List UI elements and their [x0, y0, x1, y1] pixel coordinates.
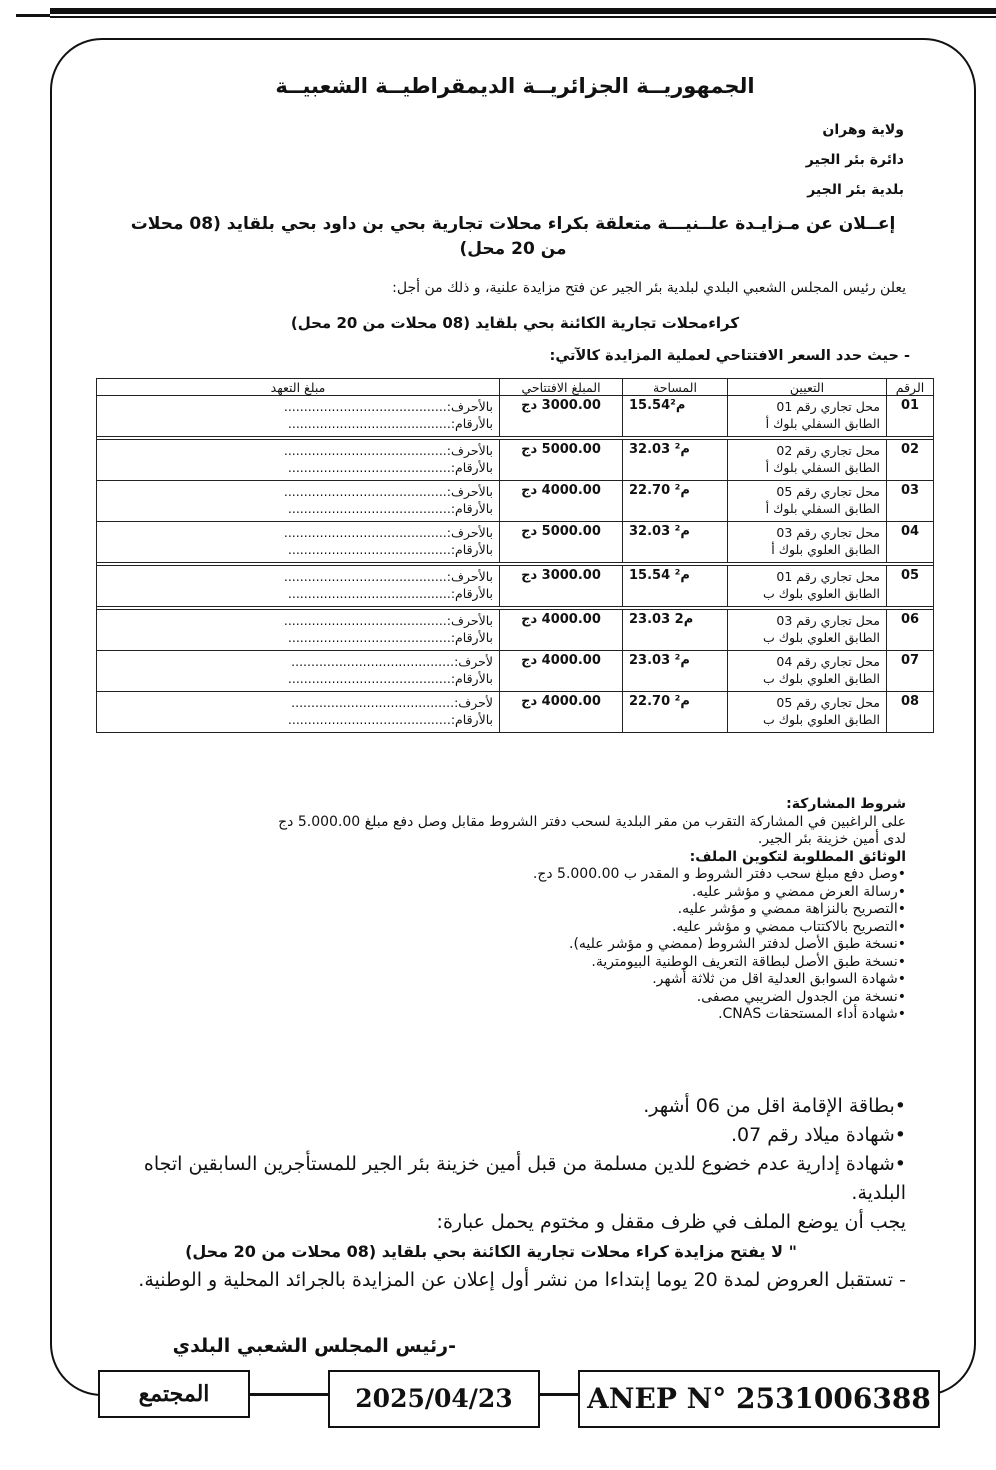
- lot-designation-shop: محل تجاري رقم 03: [776, 525, 880, 540]
- document-item: •رسالة العرض ممضي و مؤشر عليه.: [691, 883, 906, 900]
- pledge-in-digits-blank: .........................................: [287, 501, 451, 516]
- footer-connector-right: [540, 1393, 578, 1395]
- lot-designation: [728, 396, 887, 437]
- pledge-in-words-label: لأحرف:: [454, 695, 493, 710]
- lot-pledge-amount: [97, 566, 500, 607]
- lot-designation-shop: محل تجاري رقم 01: [776, 399, 880, 414]
- table-header-row: [97, 379, 934, 396]
- lot-pledge-amount: [97, 396, 500, 437]
- lot-designation-floor: الطابق العلوي بلوك ب: [762, 712, 880, 727]
- document-item: •نسخة طبق الأصل لبطاقة التعريف الوطنية البيومترية.: [591, 953, 906, 970]
- document-item: •شهادة أداء المستحقات CNAS.: [718, 1006, 906, 1022]
- lot-designation: [728, 610, 887, 651]
- lot-designation-floor: الطابق السفلي بلوك أ: [765, 416, 880, 431]
- table-row: [97, 566, 934, 607]
- commune-label: بلدية بئر الجير: [807, 182, 904, 198]
- lot-number: 05: [887, 566, 934, 607]
- pledge-in-words-blank: .........................................: [283, 569, 447, 584]
- lot-designation-shop: محل تجاري رقم 01: [776, 569, 880, 584]
- pledge-in-words-blank: .........................................: [283, 443, 447, 458]
- lot-pledge-amount: [97, 440, 500, 481]
- pledge-in-words-blank: .........................................: [283, 613, 447, 628]
- document-item: •التصريح بالنزاهة ممضي و مؤشر عليه.: [677, 901, 906, 917]
- lot-area: 15.54 م²: [623, 566, 728, 607]
- pledge-in-digits-blank: .........................................: [287, 712, 451, 727]
- wilaya-label: ولاية وهران: [822, 122, 904, 138]
- pledge-in-words-label: بالأحرف:: [446, 525, 493, 540]
- pledge-in-digits-label: بالأرقام:: [450, 542, 493, 557]
- col-header-pledge: مبلغ التعهد: [97, 379, 500, 396]
- lot-opening-price: 5000.00 دج: [500, 522, 623, 563]
- mayor-signature: -رئيس المجلس الشعبي البلدي: [172, 1335, 456, 1357]
- conditions-text-2: لدى أمين خزينة بئر الجير.: [757, 831, 906, 847]
- lot-number: 02: [887, 440, 934, 481]
- lot-pledge-amount: [97, 522, 500, 563]
- anep-number: ANEP N° 2531006388: [578, 1370, 940, 1428]
- envelope-instruction: يجب أن يوضع الملف في ظرف مقفل و مختوم يحمل عبارة:: [436, 1211, 906, 1233]
- pledge-in-words-blank: .........................................: [291, 654, 455, 669]
- top-rule-thin: [50, 16, 996, 18]
- lot-area: 32.03 م²: [623, 440, 728, 481]
- pledge-in-digits-blank: .........................................: [287, 416, 451, 431]
- lot-opening-price: 4000.00 دج: [500, 692, 623, 733]
- lot-opening-price: 4000.00 دج: [500, 610, 623, 651]
- pledge-in-digits-blank: .........................................: [287, 542, 451, 557]
- conditions-heading: شروط المشاركة:: [786, 796, 906, 812]
- pledge-in-words-label: لأحرف:: [454, 654, 493, 669]
- lot-area: 22.70 م²: [623, 481, 728, 522]
- lot-pledge-amount: [97, 481, 500, 522]
- pledge-in-digits-label: بالأرقام:: [450, 416, 493, 431]
- document-item: •التصريح بالاكتتاب ممضي و مؤشر عليه.: [672, 918, 906, 935]
- debt-certificate-item: •شهادة إدارية عدم خضوع للدين مسلمة من قبل أمين خزينة بئر الجير للمستأجرين السابقين اتجاه البلدية.: [143, 1153, 906, 1204]
- residence-card-item: •بطاقة الإقامة اقل من 06 أشهر.: [643, 1095, 906, 1117]
- top-corner-mark: [16, 0, 50, 17]
- lot-number: 07: [887, 651, 934, 692]
- table-row: [97, 481, 934, 522]
- table-row: [97, 396, 934, 437]
- lot-area: 22.70 م²: [623, 692, 728, 733]
- col-header-area: المساحة: [623, 379, 728, 396]
- lot-designation: [728, 440, 887, 481]
- table-row: [97, 522, 934, 563]
- document-item: •نسخة طبق الأصل لدفتر الشروط (ممضي و مؤشر عليه).: [569, 936, 906, 952]
- lot-area: 23.03 م²: [623, 651, 728, 692]
- announcement-heading: [118, 212, 908, 262]
- pledge-in-digits-blank: .........................................: [287, 630, 451, 645]
- publication-date: 2025/04/23: [328, 1370, 540, 1428]
- lot-designation-shop: محل تجاري رقم 02: [776, 443, 880, 458]
- lot-designation: [728, 651, 887, 692]
- pledge-in-digits-label: بالأرقام:: [450, 460, 493, 475]
- newspaper-logo: المجتمع: [98, 1370, 250, 1418]
- lot-opening-price: 3000.00 دج: [500, 396, 623, 437]
- lot-number: 06: [887, 610, 934, 651]
- lot-designation: [728, 692, 887, 733]
- table-row: [97, 651, 934, 692]
- conditions-text-1: على الراغبين في المشاركة التقرب من مقر البلدية لسحب دفتر الشروط مقابل وصل دفع مبلغ 5.000.00 دج: [278, 813, 906, 830]
- top-rule-thick: [50, 8, 996, 14]
- additional-documents: [106, 1092, 906, 1295]
- pledge-in-digits-label: بالأرقام:: [450, 501, 493, 516]
- lot-designation: [728, 566, 887, 607]
- pledge-in-digits-label: بالأرقام:: [450, 712, 493, 727]
- lot-number: 04: [887, 522, 934, 563]
- pledge-in-words-blank: .........................................: [283, 399, 447, 414]
- pledge-in-words-label: بالأحرف:: [446, 443, 493, 458]
- pledge-in-words-blank: .........................................: [291, 695, 455, 710]
- col-header-num: الرقم: [887, 379, 934, 396]
- pledge-in-digits-blank: .........................................: [287, 671, 451, 686]
- col-header-designation: التعيين: [728, 379, 887, 396]
- lot-number: 03: [887, 481, 934, 522]
- pledge-in-words-blank: .........................................: [283, 525, 447, 540]
- lot-pledge-amount: [97, 610, 500, 651]
- pledge-in-digits-blank: .........................................: [287, 460, 451, 475]
- pledge-in-digits-label: بالأرقام:: [450, 671, 493, 686]
- announcement-object: كراءمحلات تجارية الكائنة بحي بلقايد (08 محلات من 20 محل): [290, 314, 740, 332]
- document-item: •شهادة السوابق العدلية اقل من ثلاثة أشهر.: [652, 971, 906, 987]
- footer-connector-left: [250, 1393, 328, 1395]
- lot-designation-floor: الطابق العلوي بلوك ب: [762, 630, 880, 645]
- lot-area: 23.03 م2: [623, 610, 728, 651]
- table-row: [97, 440, 934, 481]
- lot-area: 15.54م²: [623, 396, 728, 437]
- lot-pledge-amount: [97, 692, 500, 733]
- pledge-in-words-label: بالأحرف:: [446, 484, 493, 499]
- lot-opening-price: 3000.00 دج: [500, 566, 623, 607]
- lot-designation-shop: محل تجاري رقم 05: [776, 695, 880, 710]
- lot-opening-price: 4000.00 دج: [500, 651, 623, 692]
- lot-designation-floor: الطابق السفلي بلوك أ: [765, 460, 880, 475]
- lots-table: [96, 378, 934, 733]
- lot-designation-shop: محل تجاري رقم 05: [776, 484, 880, 499]
- lot-designation: [728, 522, 887, 563]
- documents-heading: الوثائق المطلوبة لتكوين الملف:: [689, 848, 906, 865]
- lot-designation-floor: الطابق العلوي بلوك أ: [771, 542, 880, 557]
- pledge-in-digits-label: بالأرقام:: [450, 586, 493, 601]
- announcement-heading-line2: من 20 محل): [459, 239, 567, 259]
- announcement-intro: يعلن رئيس المجلس الشعبي البلدي لبلدية بئر الجير عن فتح مزايدة علنية، و ذلك من أجل:: [392, 280, 906, 296]
- pledge-in-digits-label: بالأرقام:: [450, 630, 493, 645]
- daira-label: دائرة بئر الجير: [805, 152, 904, 168]
- envelope-label: " لا يفتح مزايدة كراء محلات تجارية الكائنة بحي بلقايد (08 محلات من 20 محل): [185, 1242, 797, 1261]
- col-header-price: المبلغ الافتتاحي: [500, 379, 623, 396]
- pledge-in-words-label: بالأحرف:: [446, 613, 493, 628]
- pledge-in-digits-blank: .........................................: [287, 586, 451, 601]
- document-item: •نسخة من الجدول الضريبي مصفى.: [696, 988, 906, 1005]
- lot-area: 32.03 م²: [623, 522, 728, 563]
- pledge-in-words-label: بالأحرف:: [446, 399, 493, 414]
- lot-opening-price: 4000.00 دج: [500, 481, 623, 522]
- lot-number: 01: [887, 396, 934, 437]
- lot-designation-floor: الطابق العلوي بلوك ب: [762, 586, 880, 601]
- table-row: [97, 610, 934, 651]
- submission-deadline: - تستقبل العروض لمدة 20 يوما إبتداءا من نشر أول إعلان عن المزايدة بالجرائد المحلية و الوطنية.: [138, 1269, 906, 1291]
- lot-pledge-amount: [97, 651, 500, 692]
- lot-designation: [728, 481, 887, 522]
- lot-opening-price: 5000.00 دج: [500, 440, 623, 481]
- lot-designation-floor: الطابق السفلي بلوك أ: [765, 501, 880, 516]
- announcement-heading-line1: إعــلان عن مـزايـدة علــنيـــة متعلقة بكراء محلات تجارية بحي بن داود بحي بلقايد (08 محلات: [130, 214, 896, 234]
- table-row: [97, 692, 934, 733]
- document-item: •وصل دفع مبلغ سحب دفتر الشروط و المقدر ب 5.000.00 دج.: [532, 866, 906, 882]
- lot-designation-shop: محل تجاري رقم 03: [776, 613, 880, 628]
- birth-certificate-item: •شهادة ميلاد رقم 07.: [730, 1124, 906, 1146]
- price-intro: - حيث حدد السعر الافتتاحي لعملية المزايدة كالآتي:: [549, 348, 910, 364]
- pledge-in-words-blank: .........................................: [283, 484, 447, 499]
- conditions-section: [106, 796, 906, 1024]
- republic-title: الجمهوريــة الجزائريــة الديمقراطيــة الشعبيــة: [275, 74, 755, 98]
- lot-designation-shop: محل تجاري رقم 04: [776, 654, 880, 669]
- documents-list: [106, 866, 906, 1024]
- pledge-in-words-label: بالأحرف:: [446, 569, 493, 584]
- lot-designation-floor: الطابق العلوي بلوك ب: [762, 671, 880, 686]
- lot-number: 08: [887, 692, 934, 733]
